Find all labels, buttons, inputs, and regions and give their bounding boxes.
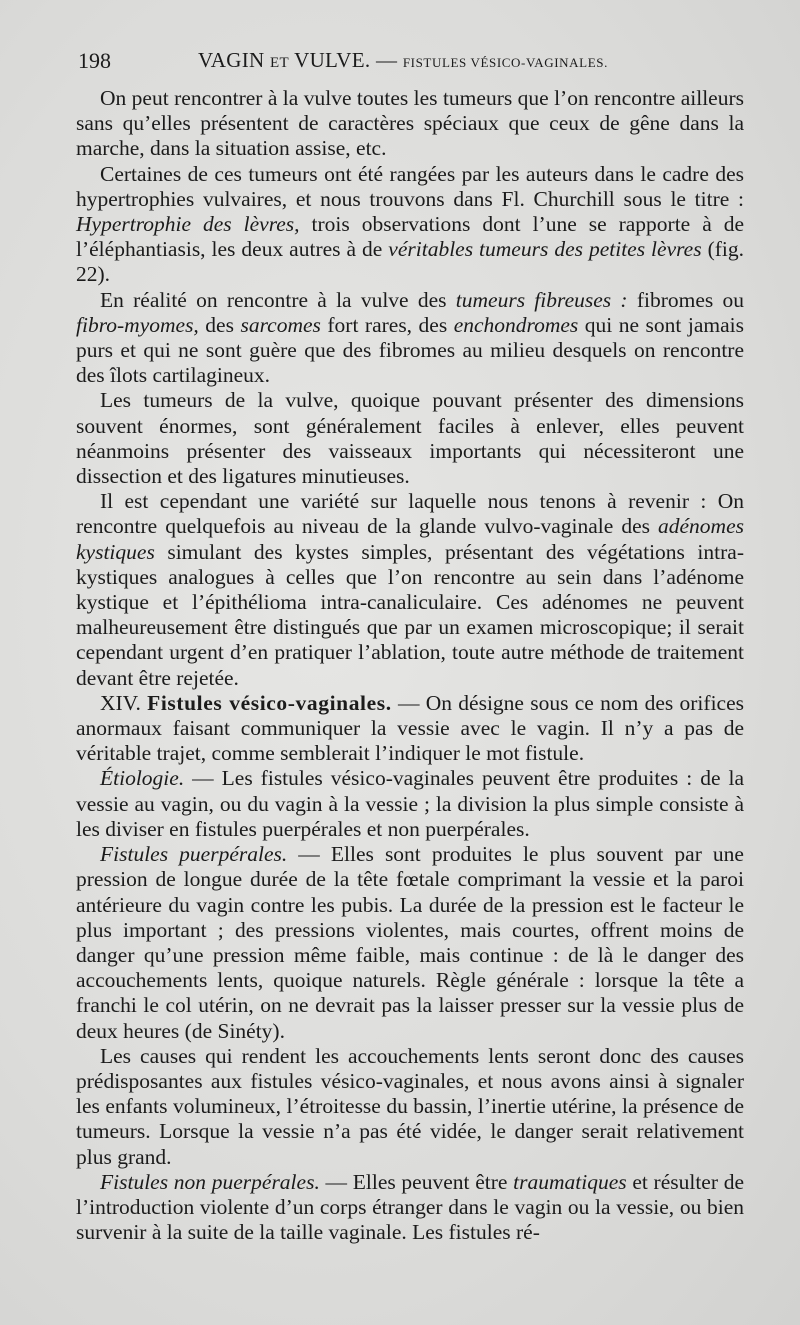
text-run: fibromes ou bbox=[627, 287, 744, 312]
italic-run: véritables tumeurs des petites lèvres bbox=[388, 237, 702, 262]
italic-run: Fistules non puerpérales. bbox=[100, 1169, 320, 1194]
italic-run: fibro-myomes, bbox=[76, 312, 199, 337]
body-text bbox=[76, 86, 744, 1245]
text-run: — On désigne sous ce nom des orifices anormaux faisant communiquer la vessie avec le vagin. Il n’y a pas de véritable trajet, comme semblerait l’indiquer le mot fistule. bbox=[76, 690, 744, 766]
italic-run: enchondromes bbox=[453, 312, 579, 337]
running-head-vulve: VULVE. bbox=[294, 48, 371, 72]
text-run: trois observations dont l’une se rapporte à de l’éléphantiasis, les deux autres à de bbox=[76, 212, 744, 262]
paragraph-9 bbox=[76, 1044, 744, 1170]
paragraph-6-section-xiv bbox=[76, 691, 744, 767]
italic-run: traumatiques bbox=[513, 1169, 627, 1194]
text-run: Il est cependant une variété sur laquelle nous tenons à revenir : On rencontre quelquefois au niveau de la glande vulvo-vaginale des bbox=[76, 489, 744, 539]
text-run: fort rares, des bbox=[320, 312, 454, 337]
text-run: (fig. 22). bbox=[76, 237, 745, 287]
italic-run: Étiologie. bbox=[100, 766, 185, 791]
italic-run: Fistules puerpérales. bbox=[100, 842, 288, 867]
running-head bbox=[198, 48, 608, 73]
paragraph-5 bbox=[76, 489, 744, 691]
text-run: qui ne sont jamais purs et qui ne sont guère que des fibromes au milieu desquels on rencontre des îlots cartilagineux. bbox=[76, 312, 744, 388]
section-number: XIV. bbox=[100, 690, 148, 715]
text-run: des bbox=[198, 312, 241, 337]
running-head-dash: — bbox=[375, 48, 398, 72]
text-run: — Elles peuvent être bbox=[319, 1169, 514, 1194]
paragraph-1 bbox=[76, 86, 744, 162]
italic-run: sarcomes bbox=[240, 312, 321, 337]
text-run: Certaines de ces tumeurs ont été rangées par les auteurs dans le cadre des hypertrophies vulvaires, et nous trouvons dans Fl. Churchill sous le titre : bbox=[76, 161, 744, 211]
running-head-subtitle: FISTULES VÉSICO-VAGINALES. bbox=[402, 55, 608, 70]
paragraph-4 bbox=[76, 388, 744, 489]
text-run: En réalité on rencontre à la vulve des bbox=[100, 287, 456, 312]
running-head-et: ET bbox=[270, 55, 289, 71]
italic-run: tumeurs fibreuses : bbox=[455, 287, 628, 312]
page-number: 198 bbox=[78, 48, 111, 73]
text-run: et résulter de l’introduction violente d’un corps étranger dans le vagin ou la vessie, ou bien survenir à la suite de la taille vaginale. Les fistules ré- bbox=[76, 1169, 744, 1245]
paragraph-3 bbox=[76, 288, 744, 389]
paragraph-7 bbox=[76, 766, 744, 842]
paragraph-2 bbox=[76, 162, 744, 288]
italic-run: Hypertrophie des lèvres, bbox=[76, 212, 300, 237]
section-title: Fistules vésico-vaginales. bbox=[147, 690, 392, 715]
text-run: simulant des kystes simples, présentant des végétations intra-kystiques analogues à celles que l’on rencontre au sein dans l’adénome kystique et l’épithélioma intra-canaliculaire. Ces adénomes ne peuvent malheureusement être distingués que par un examen microscopique; il serait cependant urgent d’en pratiquer l’ablation, toute autre méthode de traitement devant être rejetée. bbox=[76, 539, 744, 690]
text-run: Les tumeurs de la vulve, quoique pouvant présenter des dimensions souvent énormes, sont généralement faciles à enlever, elles peuvent néanmoins présenter des vaisseaux importants qui nécessiteront une dissection et des ligatures minutieuses. bbox=[76, 388, 744, 489]
text-run: Les causes qui rendent les accouchements lents seront donc des causes prédisposantes aux fistules vésico-vaginales, et nous avons ainsi à signaler les enfants volumineux, l’étroitesse du bassin, l’inertie utérine, la présence de tumeurs. Lorsque la vessie n’a pas été vidée, le danger serait relativement plus grand. bbox=[76, 1043, 744, 1169]
running-head-vagin: VAGIN bbox=[198, 48, 265, 72]
text-run: On peut rencontrer à la vulve toutes les tumeurs que l’on rencontre ailleurs sans qu’elles présentent de caractères spéciaux que ceux de gêne dans la marche, dans la situation assise, etc. bbox=[76, 86, 744, 161]
paragraph-8 bbox=[76, 842, 744, 1044]
italic-run: adénomes kystiques bbox=[76, 514, 744, 564]
paragraph-10 bbox=[76, 1170, 744, 1246]
text-run: — Les fistules vésico-vaginales peuvent être produites : de la vessie au vagin, ou du vagin à la vessie ; la division la plus simple consiste à les diviser en fistules puerpérales et non puerpérales. bbox=[76, 766, 744, 841]
text-run: — Elles sont produites le plus souvent par une pression de longue durée de la tête fœtale comprimant la vessie et la paroi antérieure du vagin contre les pubis. La durée de la pression est le facteur le plus important ; des pressions violentes, mais courtes, offrent moins de danger qu’une pression même faible, mais continue : de là le danger des accouchements lents, quoique naturels. Règle générale : lorsque la tête a franchi le col utérin, on ne devrait pas la laisser presser sur la vessie plus de deux heures (de Sinéty). bbox=[76, 842, 744, 1043]
page-header bbox=[78, 44, 758, 78]
